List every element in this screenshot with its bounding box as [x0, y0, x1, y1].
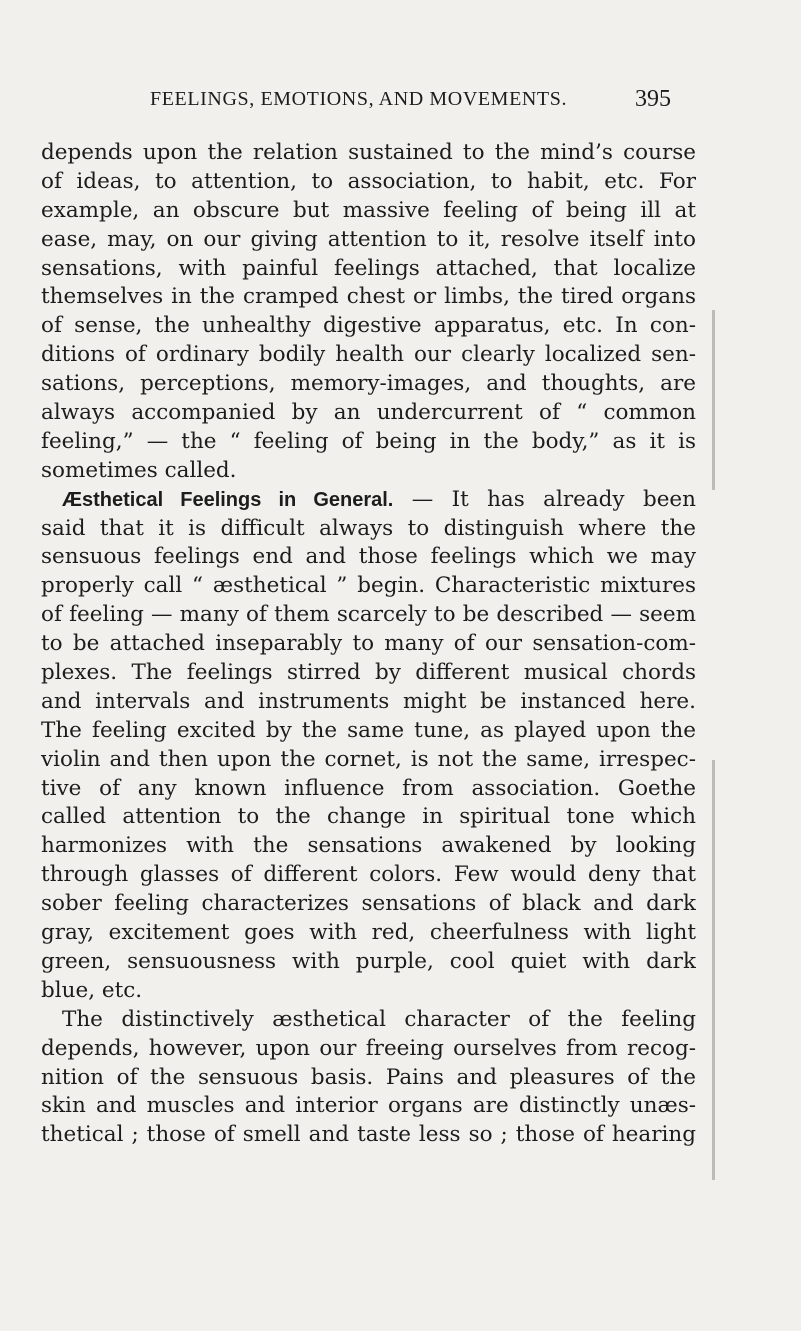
text-line: through glasses of different colors. Few would deny that — [41, 862, 696, 888]
paragraph-heading-line — [41, 486, 696, 515]
section-subheading: Æsthetical Feelings in General. — [62, 488, 394, 511]
text-line: ease, may, on our giving attention to it, resolve itself into — [41, 226, 696, 252]
text-line: skin and muscles and interior organs are distinctly unæs- — [41, 1093, 696, 1119]
gutter-shadow — [712, 310, 715, 490]
text-line: plexes. The feelings stirred by different musical chords — [41, 660, 696, 686]
text-line: of ideas, to attention, to association, to habit, etc. For — [41, 168, 696, 194]
body-text — [41, 139, 696, 1150]
text-line: tive of any known influence from association. Goethe — [41, 775, 696, 801]
text-line: of sense, the unhealthy digestive apparatus, etc. In con- — [41, 313, 696, 339]
text-line: depends upon the relation sustained to the mind’s course — [41, 140, 696, 165]
text-line: and intervals and instruments might be instanced here. — [41, 688, 696, 714]
text-line: example, an obscure but massive feeling of being ill at — [41, 197, 696, 223]
text-line: sober feeling characterizes sensations of black and dark — [41, 891, 696, 917]
page-number: 395 — [635, 86, 671, 112]
text-line: nition of the sensuous basis. Pains and pleasures of the — [41, 1064, 696, 1090]
text-line: sometimes called. — [41, 457, 237, 483]
text-line: ditions of ordinary bodily health our clearly localized sen- — [41, 342, 696, 368]
text-line: called attention to the change in spiritual tone which — [41, 804, 696, 830]
text-line: themselves in the cramped chest or limbs, the tired organs — [41, 284, 696, 310]
running-head: FEELINGS, EMOTIONS, AND MOVEMENTS. — [150, 88, 568, 110]
text-line: sensations, with painful feelings attached, that localize — [41, 255, 696, 281]
text-line: harmonizes with the sensations awakened by looking — [41, 833, 696, 859]
text-line: The distinctively æsthetical character of the feeling — [62, 1006, 696, 1032]
text-line: to be attached inseparably to many of our sensation-com- — [41, 631, 696, 657]
text-line: violin and then upon the cornet, is not the same, irrespec- — [41, 746, 696, 772]
text-line: feeling,” — the “ feeling of being in the body,” as it is — [41, 428, 696, 454]
text-line: blue, etc. — [41, 977, 143, 1003]
text-line: depends, however, upon our freeing ourselves from recog- — [41, 1035, 696, 1061]
text-line: sensuous feelings end and those feelings which we may — [41, 544, 696, 570]
text-line: gray, excitement goes with red, cheerfulness with light — [41, 920, 696, 946]
text-line: of feeling — many of them scarcely to be described — seem — [41, 602, 696, 628]
gutter-shadow — [712, 760, 715, 1180]
text-line: sations, perceptions, memory-images, and thoughts, are — [41, 371, 696, 397]
text-line: said that it is difficult always to distinguish where the — [41, 515, 696, 541]
text-line: always accompanied by an undercurrent of “ common — [41, 400, 696, 426]
heading-line-text: — It has already been — [393, 486, 696, 512]
text-line: The feeling excited by the same tune, as played upon the — [41, 717, 696, 743]
text-line: green, sensuousness with purple, cool quiet with dark — [41, 948, 696, 974]
text-line: properly call “ æsthetical ” begin. Characteristic mixtures — [41, 573, 696, 599]
text-line: thetical ; those of smell and taste less so ; those of hearing — [41, 1122, 696, 1148]
